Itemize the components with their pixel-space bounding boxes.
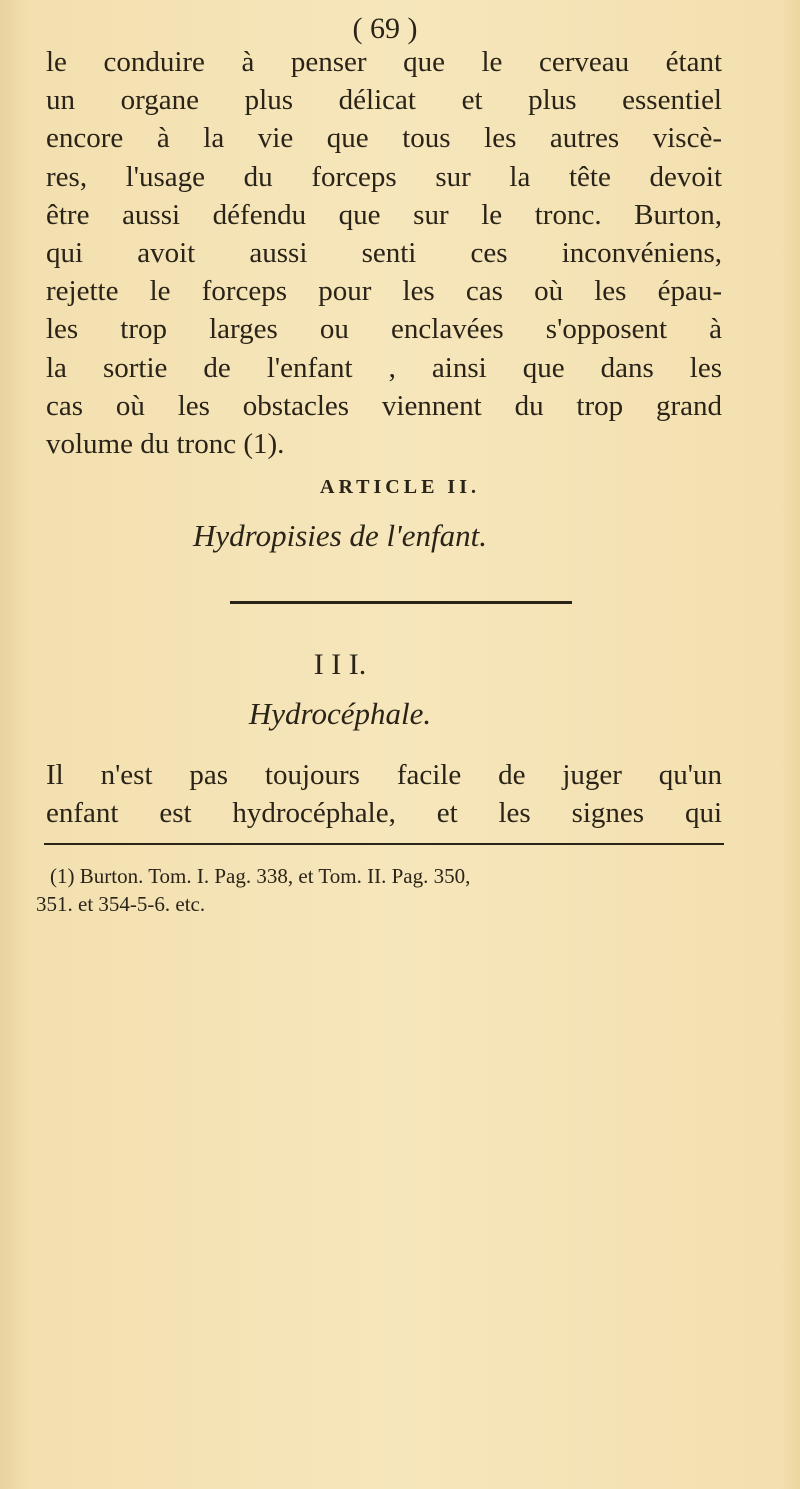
page-number-text: ( 69 ) — [352, 12, 418, 45]
paragraph-1 — [46, 43, 722, 463]
text-line: qui avoit aussi senti ces inconvéniens, — [46, 237, 722, 270]
text-line: rejette le forceps pour les cas où les épau- — [46, 275, 722, 308]
text-line: Il n'est pas toujours facile de juger qu'un — [46, 759, 722, 791]
section-number: I I I. — [313, 648, 367, 681]
text-line: cas où les obstacles viennent du trop grand — [46, 389, 722, 422]
article-heading: ARTICLE II. — [320, 476, 480, 498]
text-line: les trop larges ou enclavées s'opposent à — [46, 313, 722, 346]
text-line: la sortie de l'enfant , ainsi que dans les — [46, 351, 722, 384]
section-title: Hydrocéphale. — [248, 696, 432, 731]
article-title: Hydropisies de l'enfant. — [193, 518, 487, 553]
text-line: le conduire à penser que le cerveau étant — [46, 46, 722, 78]
paragraph-2 — [46, 756, 722, 832]
footnote-separator — [44, 843, 724, 845]
section-divider — [230, 601, 572, 604]
footnote-line: (1) Burton. Tom. I. Pag. 338, et Tom. II. Pag. 350, — [50, 864, 471, 888]
footnote-line: 351. et 354-5-6. etc. — [36, 892, 206, 916]
text-line: enfant est hydrocéphale, et les signes qui — [46, 797, 722, 830]
page-number — [0, 12, 800, 46]
text-line: volume du tronc (1). — [46, 428, 285, 461]
text-line: res, l'usage du forceps sur la tête devoit — [46, 160, 722, 193]
text-line: être aussi défendu que sur le tronc. Burton, — [46, 198, 722, 231]
text-line: un organe plus délicat et plus essentiel — [46, 84, 722, 117]
text-line: encore à la vie que tous les autres viscè- — [46, 122, 722, 155]
